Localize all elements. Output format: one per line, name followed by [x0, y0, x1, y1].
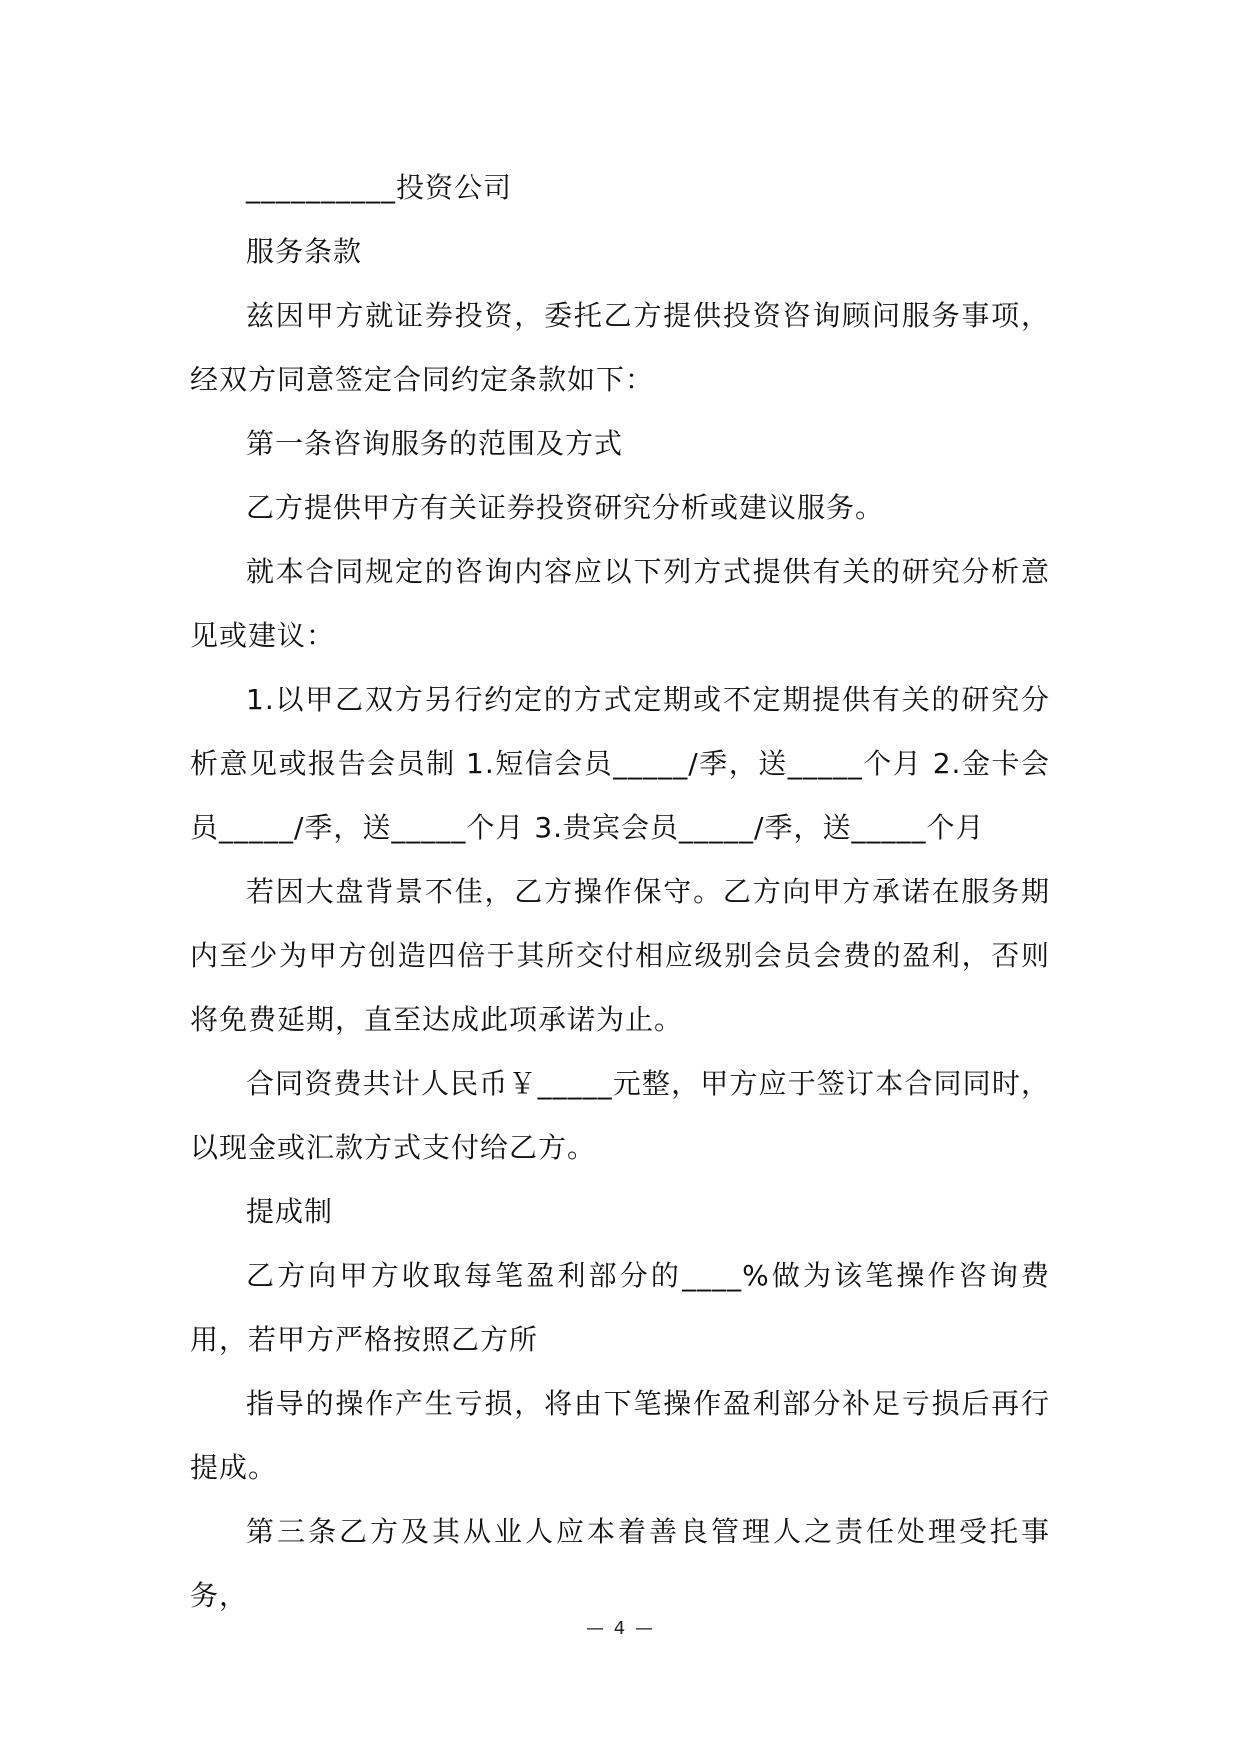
- paragraph-consult-method: 就本合同规定的咨询内容应以下列方式提供有关的研究分析意见或建议：: [190, 555, 1050, 652]
- page-number: — 4 —: [586, 1618, 655, 1639]
- article-three-text: 第三条乙方及其从业人应本着善良管理人之责任处理受托事务，: [190, 1515, 1050, 1612]
- article-one-heading: 第一条咨询服务的范围及方式: [246, 427, 624, 460]
- company-name-line: __________投资公司: [246, 171, 513, 204]
- paragraph-loss-offset: 指导的操作产生亏损，将由下笔操作盈利部分补足亏损后再行提成。: [190, 1387, 1050, 1484]
- paragraph-fee: 合同资费共计人民币￥_____元整，甲方应于签订本合同同时，以现金或汇款方式支付给乙方。: [190, 1067, 1050, 1164]
- section-heading-commission: 提成制: [246, 1195, 334, 1228]
- paragraph-preamble: 兹因甲方就证券投资，委托乙方提供投资咨询顾问服务事项，经双方同意签定合同约定条款如下：: [190, 299, 1050, 396]
- paragraph-commission-rate: 乙方向甲方收取每笔盈利部分的____%做为该笔操作咨询费用，若甲方严格按照乙方所: [190, 1259, 1050, 1356]
- paragraph-service-scope: 乙方提供甲方有关证券投资研究分析或建议服务。: [246, 491, 885, 524]
- document-body: [190, 156, 1050, 1628]
- section-heading-service-terms: 服务条款: [246, 235, 363, 268]
- paragraph-promise: 若因大盘背景不佳，乙方操作保守。乙方向甲方承诺在服务期内至少为甲方创造四倍于其所交付相应级别会员会费的盈利，否则将免费延期，直至达成此项承诺为止。: [190, 875, 1050, 1036]
- paragraph-membership-tiers: 1.以甲乙双方另行约定的方式定期或不定期提供有关的研究分析意见或报告会员制 1.短信会员_____/季，送_____个月 2.金卡会员_____/季，送_____个月 3.贵宾会员_____/季，送_____个月: [190, 683, 1050, 844]
